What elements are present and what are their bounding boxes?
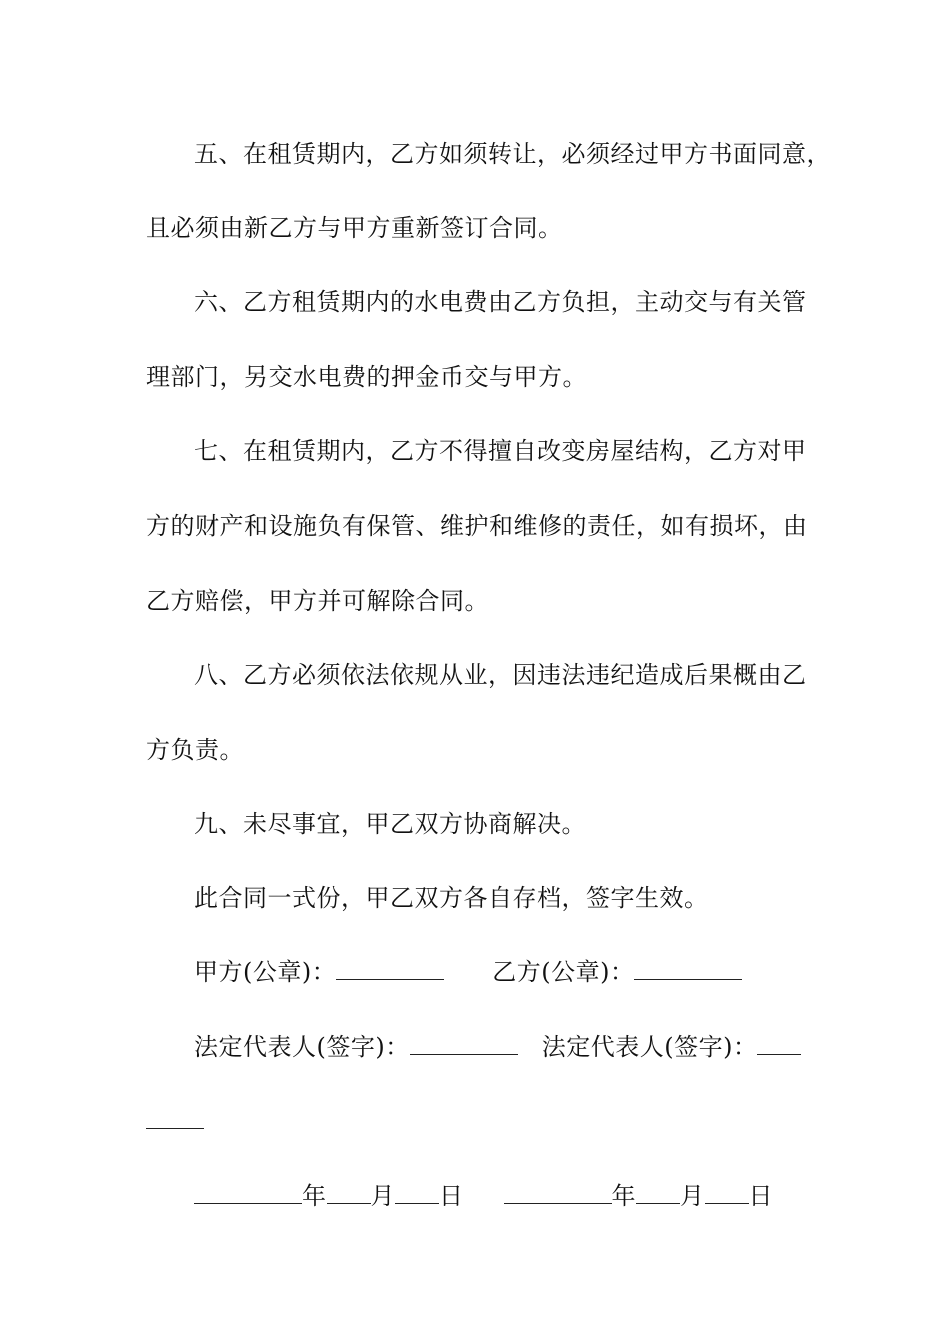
clause-5-line-2: 且必须由新乙方与甲方重新签订合同。 [146,214,563,242]
party-a-day-label: 日 [439,1182,464,1210]
clause-6-line-2: 理部门，另交水电费的押金币交与甲方。 [146,363,587,391]
clause-7-line-3: 乙方赔偿，甲方并可解除合同。 [146,587,489,615]
representative-line-wrap [146,1105,836,1137]
clause-7-line-1: 七、在租赁期内，乙方不得擅自改变房屋结构，乙方对甲 [194,437,807,465]
clause-7-line-2: 方的财产和设施负有保管、维护和维修的责任，如有损坏，由 [146,512,808,540]
party-a-day-blank [395,1181,439,1204]
clause-6-line-1: 六、乙方租赁期内的水电费由乙方负担，主动交与有关管 [194,288,807,316]
party-a-month-blank [327,1181,371,1204]
party-b-month-label: 月 [680,1182,705,1210]
party-b-seal-label: 乙方(公章)： [492,958,635,986]
party-a-year-blank [194,1181,302,1204]
representative-line [194,1031,884,1063]
clause-8-line-2: 方负责。 [146,736,244,764]
party-b-day-blank [705,1181,749,1204]
party-b-rep-blank [757,1032,801,1055]
party-b-rep-blank-continued [146,1106,204,1129]
party-a-rep-label: 法定代表人(签字)： [194,1033,410,1061]
date-line [194,1180,884,1212]
party-b-day-label: 日 [748,1182,773,1210]
party-a-seal-blank [336,957,444,980]
party-b-rep-label: 法定代表人(签字)： [541,1033,758,1061]
party-a-seal-label: 甲方(公章)： [194,958,337,986]
party-b-year-blank [504,1181,612,1204]
party-b-year-label: 年 [611,1182,636,1210]
closing-statement: 此合同一式份，甲乙双方各自存档，签字生效。 [194,884,709,912]
clause-9-line-1: 九、未尽事宜，甲乙双方协商解决。 [194,810,586,838]
party-a-year-label: 年 [302,1182,327,1210]
seal-line [194,956,884,988]
party-b-seal-blank [634,957,742,980]
clause-8-line-1: 八、乙方必须依法依规从业，因违法违纪造成后果概由乙 [194,661,807,689]
clause-5-line-1: 五、在租赁期内，乙方如须转让，必须经过甲方书面同意， [194,140,831,168]
party-b-month-blank [636,1181,680,1204]
party-a-rep-blank [410,1032,518,1055]
party-a-month-label: 月 [370,1182,395,1210]
